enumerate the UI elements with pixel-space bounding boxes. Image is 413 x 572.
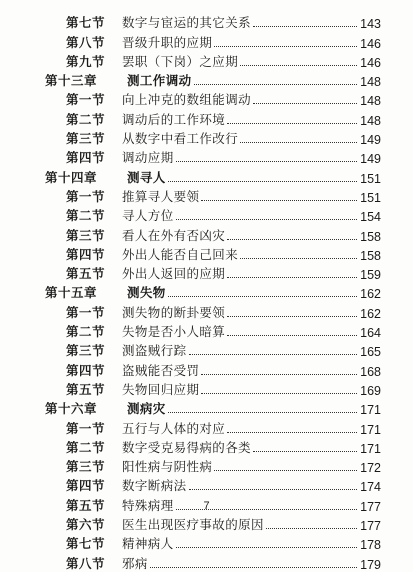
toc-entry-number: 第三节 (66, 343, 106, 359)
toc-entry-title: 看人在外有否凶灾 (122, 227, 226, 243)
toc-entry-title: 测寻人 (127, 169, 166, 185)
toc-entry-number: 第二节 (66, 111, 106, 127)
toc-section-row (0, 321, 413, 340)
dot-leader (253, 451, 357, 452)
toc-entry-title: 邪病 (122, 555, 148, 571)
toc-entry-title: 测工作调动 (127, 73, 192, 89)
toc-entry-number: 第五节 (66, 497, 106, 513)
toc-entry-page: 151 (360, 190, 381, 205)
toc-section-row (0, 89, 413, 108)
dot-leader (240, 258, 357, 259)
toc-entry-number: 第三节 (66, 459, 106, 475)
toc-entry-page: 162 (360, 287, 381, 302)
dot-leader (253, 103, 357, 104)
table-of-contents (0, 12, 413, 572)
toc-entry-page: 148 (360, 94, 381, 109)
dot-leader (201, 393, 357, 394)
toc-entry-page: 149 (360, 133, 381, 148)
dot-leader (240, 142, 357, 143)
dot-leader (176, 547, 357, 548)
toc-entry-number: 第一节 (66, 92, 106, 108)
toc-entry-number: 第六节 (66, 517, 106, 533)
toc-entry-title: 五行与人体的对应 (122, 420, 226, 436)
toc-entry-title: 罢职（下岗）之应期 (122, 53, 239, 69)
toc-entry-title: 寻人方位 (122, 208, 174, 224)
toc-entry-number: 第三节 (66, 131, 106, 147)
toc-entry-page: 146 (360, 55, 381, 70)
toc-entry-page: 162 (360, 306, 381, 321)
toc-entry-title: 推算寻人要领 (122, 188, 200, 204)
toc-entry-page: 158 (360, 248, 381, 263)
toc-entry-number: 第四节 (66, 362, 106, 378)
toc-entry-title: 数字断病法 (122, 478, 187, 494)
toc-section-row (0, 301, 413, 320)
toc-section-row (0, 51, 413, 70)
toc-chapter-row (0, 398, 413, 417)
toc-entry-page: 171 (360, 403, 381, 418)
toc-entry-page: 179 (360, 557, 381, 572)
dot-leader (227, 239, 357, 240)
toc-entry-page: 178 (360, 538, 381, 553)
toc-entry-page: 143 (360, 17, 381, 32)
toc-entry-title: 阳性病与阴性病 (122, 459, 213, 475)
toc-section-row (0, 186, 413, 205)
dot-leader (150, 567, 357, 568)
toc-entry-title: 测失物的断卦要领 (122, 304, 226, 320)
dot-leader (266, 528, 357, 529)
toc-entry-number: 第九节 (66, 53, 106, 69)
toc-chapter-row (0, 166, 413, 185)
toc-entry-number: 第二节 (66, 324, 106, 340)
page-number: 7 (203, 500, 210, 512)
toc-entry-title: 测失物 (127, 285, 166, 301)
toc-chapter-row (0, 70, 413, 89)
toc-section-row (0, 417, 413, 436)
toc-entry-number: 第一节 (66, 304, 106, 320)
toc-entry-page: 158 (360, 229, 381, 244)
toc-entry-title: 失物回归应期 (122, 381, 200, 397)
toc-entry-title: 特殊病理 (122, 497, 174, 513)
toc-section-row (0, 475, 413, 494)
toc-entry-title: 调动应期 (122, 150, 174, 166)
toc-entry-title: 调动后的工作环境 (122, 111, 226, 127)
toc-section-row (0, 340, 413, 359)
toc-section-row (0, 12, 413, 31)
dot-leader (176, 161, 357, 162)
toc-entry-page: 165 (360, 345, 381, 360)
toc-entry-number: 第一节 (66, 420, 106, 436)
toc-entry-title: 精神病人 (122, 536, 174, 552)
toc-entry-title: 测病灾 (127, 401, 166, 417)
toc-entry-number: 第四节 (66, 150, 106, 166)
toc-section-row (0, 108, 413, 127)
dot-leader (214, 470, 357, 471)
toc-entry-page: 148 (360, 75, 381, 90)
toc-entry-page: 151 (360, 171, 381, 186)
toc-entry-number: 第四节 (66, 478, 106, 494)
toc-entry-title: 失物是否小人暗算 (122, 324, 226, 340)
dot-leader (168, 296, 357, 297)
toc-entry-number: 第二节 (66, 439, 106, 455)
dot-leader (227, 123, 357, 124)
toc-entry-page: 159 (360, 268, 381, 283)
toc-entry-number: 第五节 (66, 381, 106, 397)
dot-leader (227, 277, 357, 278)
toc-entry-number: 第八节 (66, 34, 106, 50)
toc-entry-title: 医生出现医疗事故的原因 (122, 517, 264, 533)
toc-section-row (0, 31, 413, 50)
toc-entry-page: 164 (360, 326, 381, 341)
toc-entry-title: 向上冲克的数组能调动 (122, 92, 252, 108)
toc-entry-number: 第十三章 (45, 73, 98, 89)
toc-entry-page: 169 (360, 383, 381, 398)
toc-section-row (0, 224, 413, 243)
toc-entry-number: 第五节 (66, 266, 106, 282)
toc-section-row (0, 533, 413, 552)
dot-leader (168, 412, 357, 413)
toc-entry-page: 146 (360, 36, 381, 51)
toc-section-row (0, 437, 413, 456)
dot-leader (189, 489, 357, 490)
toc-section-row (0, 359, 413, 378)
toc-section-row (0, 147, 413, 166)
toc-section-row (0, 456, 413, 475)
dot-leader (227, 335, 357, 336)
toc-section-row (0, 514, 413, 533)
toc-entry-page: 177 (360, 519, 381, 534)
toc-entry-number: 第七节 (66, 536, 106, 552)
toc-entry-number: 第四节 (66, 246, 106, 262)
dot-leader (253, 26, 357, 27)
toc-entry-number: 第二节 (66, 208, 106, 224)
toc-section-row (0, 205, 413, 224)
toc-entry-page: 154 (360, 210, 381, 225)
dot-leader (189, 354, 357, 355)
toc-entry-title: 外出人能否自己回来 (122, 246, 239, 262)
toc-entry-title: 晋级升职的应期 (122, 34, 213, 50)
dot-leader (201, 374, 357, 375)
toc-entry-page: 171 (360, 422, 381, 437)
toc-section-row (0, 552, 413, 571)
toc-section-row (0, 244, 413, 263)
toc-entry-number: 第八节 (66, 555, 106, 571)
dot-leader (214, 46, 357, 47)
toc-entry-page: 174 (360, 480, 381, 495)
dot-leader (201, 200, 357, 201)
toc-entry-number: 第十五章 (45, 285, 98, 301)
toc-entry-title: 数字与宦运的其它关系 (122, 15, 252, 31)
dot-leader (240, 65, 357, 66)
toc-chapter-row (0, 282, 413, 301)
dot-leader (227, 432, 357, 433)
toc-entry-page: 168 (360, 364, 381, 379)
toc-entry-number: 第一节 (66, 188, 106, 204)
dot-leader (176, 219, 357, 220)
dot-leader (168, 181, 357, 182)
toc-entry-title: 盗贼能否受罚 (122, 362, 200, 378)
dot-leader (227, 316, 357, 317)
toc-section-row (0, 128, 413, 147)
dot-leader (194, 84, 357, 85)
toc-entry-page: 149 (360, 152, 381, 167)
toc-entry-title: 测盗贼行踪 (122, 343, 187, 359)
toc-entry-page: 171 (360, 441, 381, 456)
toc-section-row (0, 263, 413, 282)
toc-entry-number: 第十六章 (45, 401, 98, 417)
toc-entry-title: 数字受克易得病的各类 (122, 439, 252, 455)
toc-entry-page: 148 (360, 113, 381, 128)
toc-entry-number: 第七节 (66, 15, 106, 31)
toc-entry-title: 外出人返回的应期 (122, 266, 226, 282)
toc-entry-number: 第三节 (66, 227, 106, 243)
toc-entry-title: 从数字中看工作改行 (122, 131, 239, 147)
toc-entry-page: 172 (360, 461, 381, 476)
toc-entry-number: 第十四章 (45, 169, 98, 185)
toc-entry-page: 177 (360, 499, 381, 514)
toc-section-row (0, 379, 413, 398)
